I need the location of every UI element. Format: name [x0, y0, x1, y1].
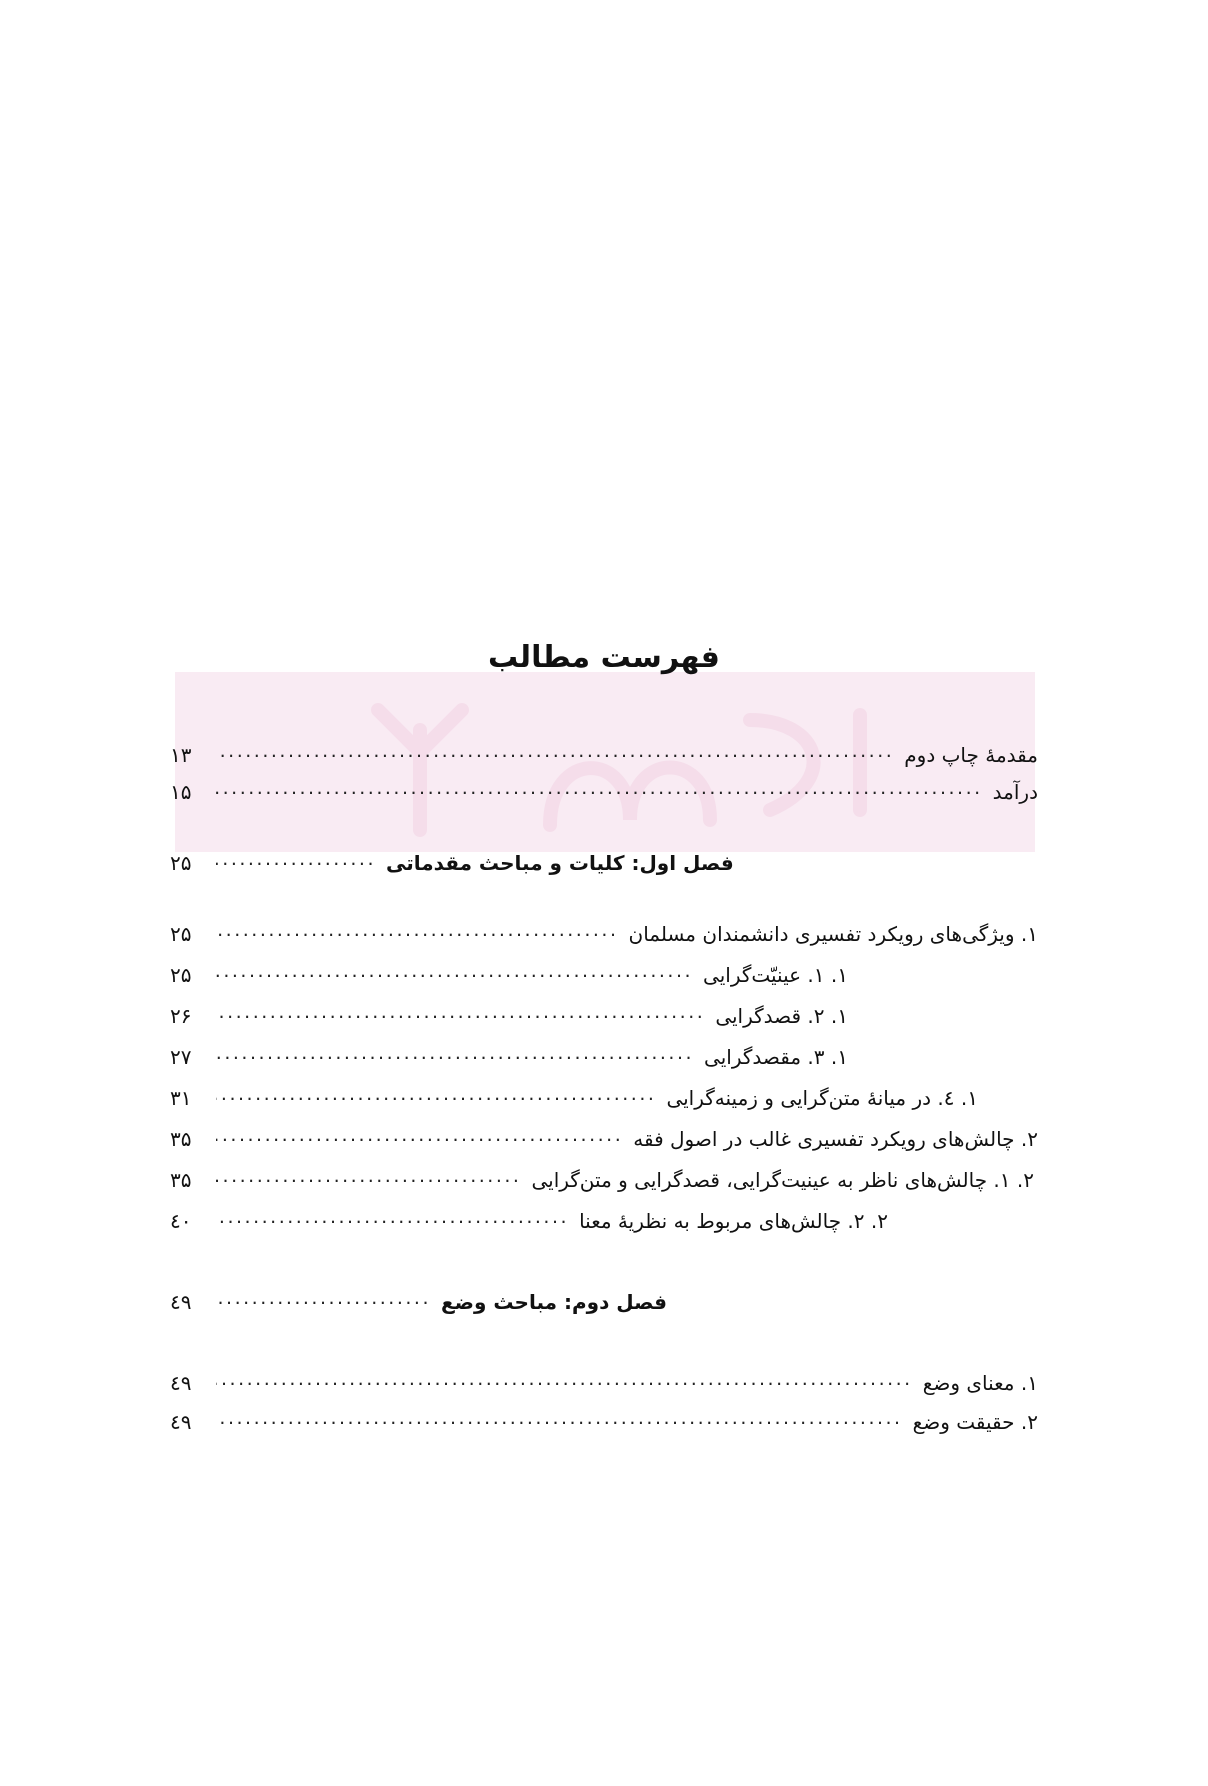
toc-entry-label: ۲. ۲. چالش‌های مربوط به نظریهٔ معنا — [579, 1209, 888, 1233]
toc-entry-label: مقدمهٔ چاپ دوم — [904, 743, 1038, 767]
toc-entry[interactable] — [170, 1370, 1038, 1393]
toc-leader — [216, 1085, 656, 1105]
toc-entry[interactable] — [170, 742, 1038, 765]
toc-entry-page: ۳۱ — [170, 1086, 192, 1110]
toc-leader — [216, 1126, 623, 1146]
table-of-contents — [170, 742, 1038, 1432]
toc-leader — [216, 1167, 521, 1187]
toc-entry-page: ۳۵ — [170, 1168, 192, 1192]
toc-leader — [216, 962, 693, 982]
toc-entry[interactable] — [170, 1126, 1038, 1149]
toc-entry-label: ۱. ویژگی‌های رویکرد تفسیری دانشمندان مسلمان — [628, 922, 1038, 946]
toc-entry-label: فصل اول: کلیات و مباحث مقدماتی — [386, 851, 734, 875]
toc-entry-page: ۲۷ — [170, 1045, 192, 1069]
toc-entry-page: ۱۵ — [170, 780, 192, 804]
toc-chapter-entry[interactable] — [170, 850, 1038, 873]
toc-entry-label: ۱. ٤. در میانهٔ متن‌گرایی و زمینه‌گرایی — [666, 1086, 978, 1110]
toc-entry-page: ٤۰ — [170, 1209, 192, 1233]
toc-entry[interactable] — [170, 1003, 1038, 1026]
toc-entry-page: ٤۹ — [170, 1290, 192, 1314]
toc-entry[interactable] — [170, 921, 1038, 944]
toc-entry-label: ۱. ۳. مقصدگرایی — [704, 1045, 848, 1069]
toc-leader — [216, 1044, 694, 1064]
toc-entry-page: ۱۳ — [170, 743, 192, 767]
toc-entry-page: ۲۶ — [170, 1004, 192, 1028]
toc-leader — [216, 1370, 913, 1390]
toc-entry[interactable] — [170, 962, 1038, 985]
toc-entry-label: فصل دوم: مباحث وضع — [441, 1290, 667, 1314]
toc-entry[interactable] — [170, 1044, 1038, 1067]
toc-leader — [216, 921, 619, 941]
toc-entry-label: ۱. ۲. قصدگرایی — [715, 1004, 848, 1028]
toc-entry-label: ۱. معنای وضع — [922, 1371, 1038, 1395]
toc-entry-page: ۳۵ — [170, 1127, 192, 1151]
toc-entry[interactable] — [170, 1409, 1038, 1432]
toc-chapter-entry[interactable] — [170, 1289, 1038, 1312]
toc-entry-page: ۲۵ — [170, 922, 192, 946]
toc-entry[interactable] — [170, 779, 1038, 802]
toc-entry-page: ۲۵ — [170, 963, 192, 987]
toc-entry-page: ٤۹ — [170, 1410, 192, 1434]
toc-leader — [216, 1208, 569, 1228]
toc-entry-page: ٤۹ — [170, 1371, 192, 1395]
toc-entry-label: درآمد — [992, 780, 1038, 804]
toc-entry-page: ۲۵ — [170, 851, 192, 875]
page-title: فهرست مطالب — [488, 640, 720, 675]
toc-entry[interactable] — [170, 1085, 1038, 1108]
toc-leader — [216, 850, 376, 870]
toc-leader — [216, 1409, 903, 1429]
toc-entry-label: ۲. چالش‌های رویکرد تفسیری غالب در اصول فقه — [633, 1127, 1038, 1151]
toc-entry-label: ۲. حقیقت وضع — [912, 1410, 1038, 1434]
toc-entry-label: ۱. ۱. عینیّت‌گرایی — [703, 963, 848, 987]
toc-entry[interactable] — [170, 1167, 1038, 1190]
toc-entry-label: ۲. ۱. چالش‌های ناظر به عینیت‌گرایی، قصدگرایی و متن‌گرایی — [531, 1168, 1034, 1192]
toc-leader — [216, 1289, 431, 1309]
toc-leader — [216, 742, 894, 762]
toc-entry[interactable] — [170, 1208, 1038, 1231]
toc-leader — [216, 779, 983, 799]
toc-leader — [216, 1003, 705, 1023]
